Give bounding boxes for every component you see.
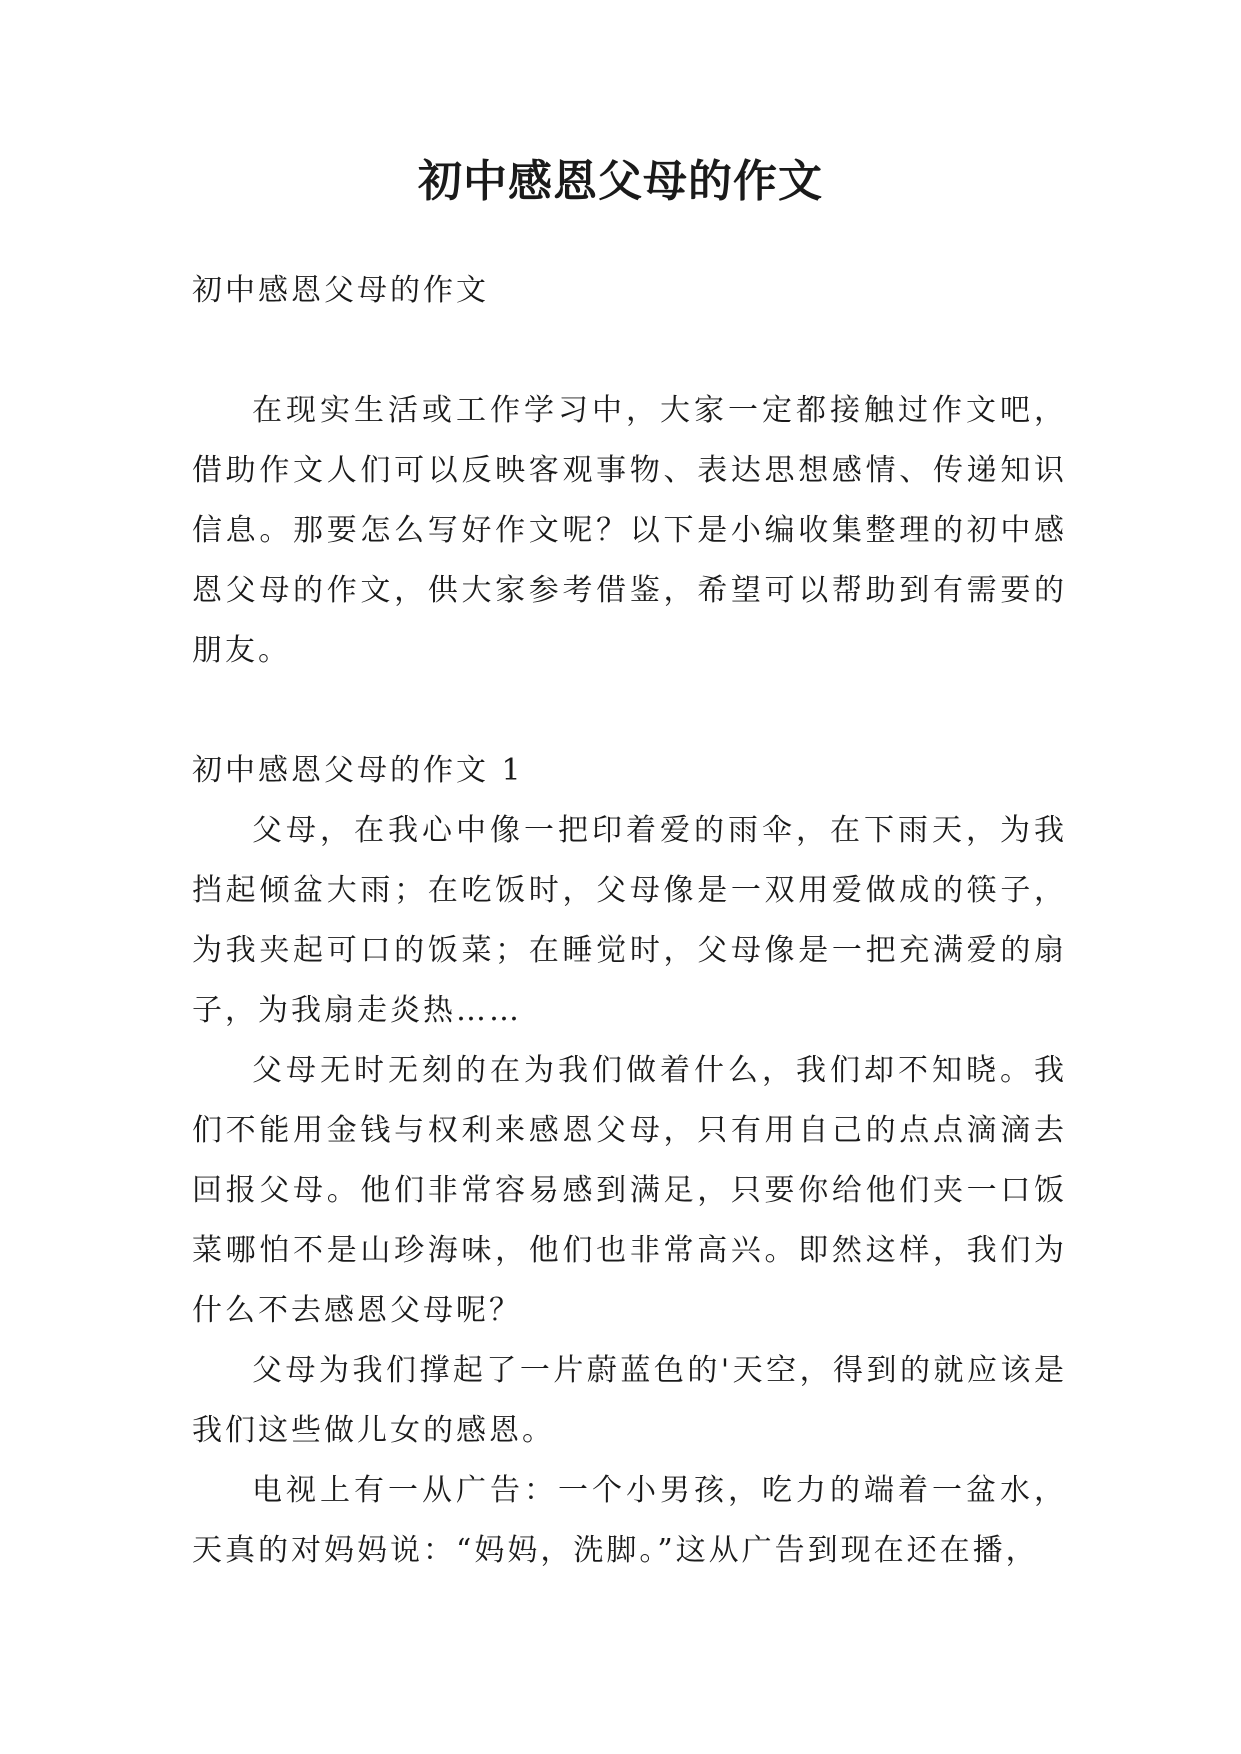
document-subtitle: 初中感恩父母的作文	[192, 273, 489, 308]
document-body	[192, 261, 1067, 1581]
body-paragraph-3: 父母为我们撑起了一片蔚蓝色的'天空，得到的就应该是我们这些做儿女的感恩。	[192, 1353, 1067, 1448]
section-heading: 初中感恩父母的作文 1	[192, 753, 524, 788]
body-paragraph-2: 父母无时无刻的在为我们做着什么，我们却不知晓。我们不能用金钱与权利来感恩父母，只有用自己的点点滴滴去回报父母。他们非常容易感到满足，只要你给他们夹一口饭菜哪怕不是山珍海味，他们也非常高兴。即然这样，我们为什么不去感恩父母呢？	[192, 1053, 1067, 1328]
intro-paragraph: 在现实生活或工作学习中，大家一定都接触过作文吧，借助作文人们可以反映客观事物、表达思想感情、传递知识信息。那要怎么写好作文呢？以下是小编收集整理的初中感恩父母的作文，供大家参考借鉴，希望可以帮助到有需要的朋友。	[192, 393, 1067, 668]
document-title: 初中感恩父母的作文	[418, 156, 823, 207]
body-paragraph-1: 父母，在我心中像一把印着爱的雨伞，在下雨天，为我挡起倾盆大雨；在吃饭时，父母像是一双用爱做成的筷子，为我夹起可口的饭菜；在睡觉时，父母像是一把充满爱的扇子，为我扇走炎热……	[192, 813, 1067, 1028]
body-paragraph-4: 电视上有一从广告：一个小男孩，吃力的端着一盆水，天真的对妈妈说：“妈妈，洗脚。”这从广告到现在还在播，	[192, 1473, 1067, 1568]
